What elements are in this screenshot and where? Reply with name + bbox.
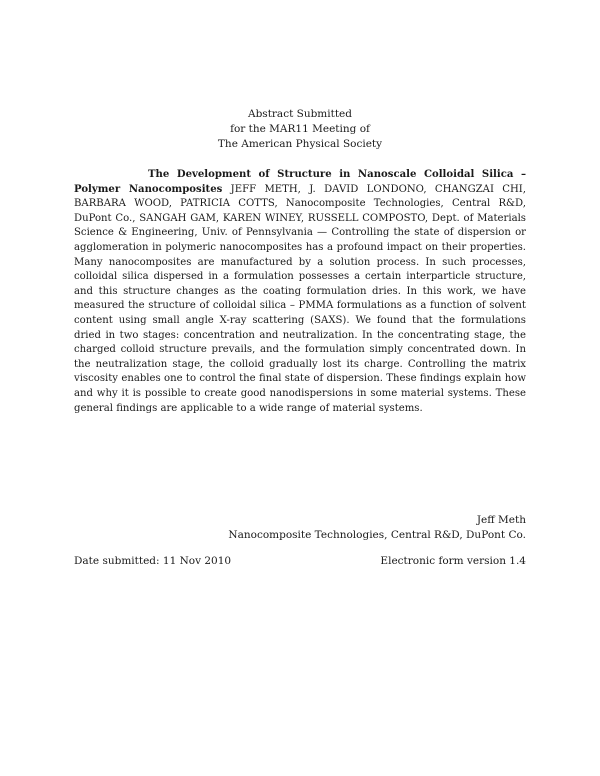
header-line-3: The American Physical Society bbox=[217, 138, 383, 150]
abstract-body: Controlling the state of dispersion or agglomeration in polymeric nanocomposites has a profound impact on their properties. Many nanocomposites are manufactured by a solution process. In such processes, colloidal silica dispersed in a formulation possesses a certain interparticle structure, and this structure changes as the coating formulation dries. In this work, we have measured the structure of colloidal silica – PMMA formulations as a function of solvent content using small angle X-ray scattering (SAXS). We found that the formulations dried in two stages: concentration and neutralization. In the concentrating stage, the charged colloid structure prevails, and the formulation simply concentrated down. In the neutralization stage, the colloid gradually lost its charge. Controlling the matrix viscosity enables one to control the final state of dispersion. These findings explain how and why it is possible to create good nanodispersions in some material systems. These general findings are applicable to a wide range of material systems. bbox=[74, 227, 527, 414]
header-line-2: for the MAR11 Meeting of bbox=[230, 123, 370, 135]
signature-affiliation: Nanocomposite Technologies, Central R&D, DuPont Co. bbox=[228, 529, 526, 541]
form-version: Electronic form version 1.4 bbox=[380, 555, 526, 567]
abstract-title: The Development of Structure in Nanoscale Colloidal Silica – Polymer Nanocomposites bbox=[74, 169, 526, 195]
signature-block bbox=[228, 513, 526, 543]
abstract-authors: JEFF METH, J. DAVID LONDONO, CHANGZAI CHI, BARBARA WOOD, PATRICIA COTTS, Nanocomposite Technologies, Central R&D, DuPont Co., SANGAH GAM, KAREN WINEY, RUSSELL COMPOSTO, Dept. of Materials Science & Engineering, Univ. of Pennsylvania — bbox=[74, 183, 527, 239]
header-line-1: Abstract Submitted bbox=[248, 108, 352, 120]
date-submitted: Date submitted: 11 Nov 2010 bbox=[74, 555, 232, 567]
signature-name: Jeff Meth bbox=[476, 514, 526, 526]
submission-header bbox=[0, 107, 600, 152]
abstract-paragraph bbox=[74, 168, 526, 416]
